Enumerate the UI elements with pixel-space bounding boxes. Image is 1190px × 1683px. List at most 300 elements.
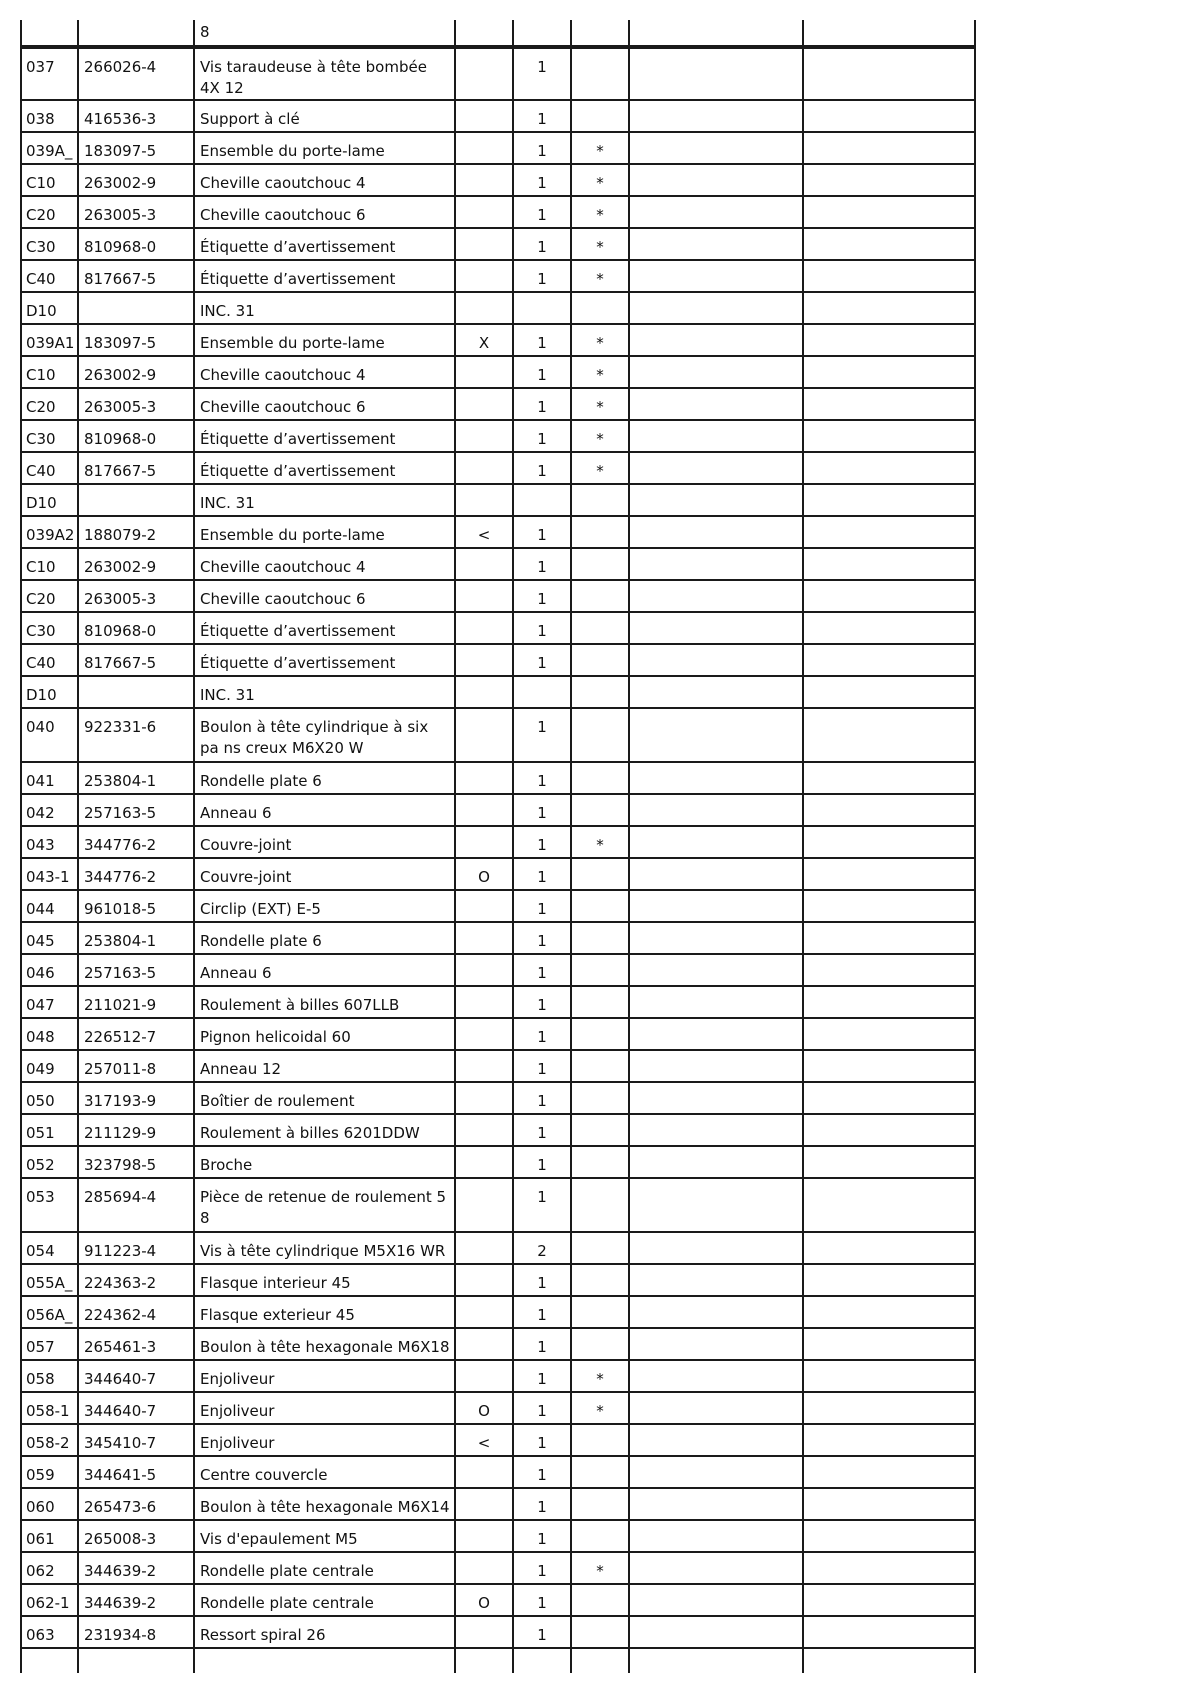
cell-flag: [572, 613, 630, 643]
cell-quantity: 1: [514, 1553, 572, 1583]
cell-extra-2: [804, 357, 976, 387]
cell-extra-1: [630, 325, 804, 355]
table-row: [20, 709, 976, 763]
cell-quantity: 1: [514, 517, 572, 547]
cell-item-no: 051: [20, 1115, 79, 1145]
cell-part-no: 344640-7: [79, 1393, 195, 1423]
cell-note: [456, 293, 514, 323]
cell-description: Rondelle plate centrale: [195, 1585, 456, 1615]
cell-extra-2: [804, 677, 976, 707]
cell-item-no: C10: [20, 165, 79, 195]
cell-description: Étiquette d’avertissement: [195, 645, 456, 675]
cell-extra-2: [804, 1361, 976, 1391]
cell-extra-2: [804, 197, 976, 227]
cell-item-no: D10: [20, 677, 79, 707]
cell-description: Étiquette d’avertissement: [195, 613, 456, 643]
table-row: [20, 1521, 976, 1553]
cell-item-no: 062-1: [20, 1585, 79, 1615]
cell-note: O: [456, 859, 514, 889]
cell-note: [456, 923, 514, 953]
cell-quantity: [514, 20, 572, 45]
cell-item-no: C20: [20, 389, 79, 419]
cell-flag: [572, 891, 630, 921]
cell-description: Rondelle plate 6: [195, 763, 456, 793]
table-row: [20, 923, 976, 955]
cell-quantity: 1: [514, 923, 572, 953]
cell-part-no: 810968-0: [79, 613, 195, 643]
cell-quantity: 1: [514, 987, 572, 1017]
cell-quantity: 1: [514, 763, 572, 793]
cell-item-no: 042: [20, 795, 79, 825]
cell-extra-1: [630, 1179, 804, 1231]
cell-note: [456, 261, 514, 291]
cell-note: [456, 1361, 514, 1391]
cell-part-no: 263005-3: [79, 197, 195, 227]
cell-part-no: 345410-7: [79, 1425, 195, 1455]
table-row: [20, 1115, 976, 1147]
cell-extra-1: [630, 20, 804, 45]
cell-extra-2: [804, 1233, 976, 1263]
cell-flag: *: [572, 357, 630, 387]
table-row: [20, 1329, 976, 1361]
cell-extra-1: [630, 795, 804, 825]
cell-item-no: 039A_: [20, 133, 79, 163]
cell-extra-2: [804, 763, 976, 793]
cell-extra-2: [804, 795, 976, 825]
cell-note: [456, 1297, 514, 1327]
cell-extra-2: [804, 1115, 976, 1145]
table-row: [20, 165, 976, 197]
table-row: [20, 1489, 976, 1521]
continuation-row: [20, 20, 976, 47]
cell-extra-2: [804, 453, 976, 483]
table-row: [20, 891, 976, 923]
cell-flag: [572, 101, 630, 131]
cell-note: [456, 763, 514, 793]
cell-part-no: 265461-3: [79, 1329, 195, 1359]
cell-extra-1: [630, 709, 804, 761]
cell-part-no: 911223-4: [79, 1233, 195, 1263]
table-row: [20, 485, 976, 517]
cell-extra-1: [630, 613, 804, 643]
cell-extra-2: [804, 581, 976, 611]
cell-item-no: [20, 20, 79, 45]
cell-item-no: 040: [20, 709, 79, 761]
cell-description: Couvre-joint: [195, 859, 456, 889]
cell-part-no: 344639-2: [79, 1585, 195, 1615]
cell-part-no: 263005-3: [79, 389, 195, 419]
cell-item-no: C10: [20, 549, 79, 579]
cell-extra-2: [804, 1649, 976, 1673]
cell-quantity: 1: [514, 1147, 572, 1177]
cell-description: INC. 31: [195, 485, 456, 515]
cell-part-no: [79, 677, 195, 707]
table-row: [20, 389, 976, 421]
cell-flag: *: [572, 389, 630, 419]
cell-quantity: 1: [514, 1329, 572, 1359]
cell-description: Pièce de retenue de roulement 5 8: [195, 1179, 456, 1231]
cell-flag: [572, 1585, 630, 1615]
cell-extra-1: [630, 1649, 804, 1673]
cell-description: Flasque interieur 45: [195, 1265, 456, 1295]
cell-flag: [572, 1521, 630, 1551]
cell-quantity: 1: [514, 891, 572, 921]
cell-extra-1: [630, 645, 804, 675]
cell-part-no: 263002-9: [79, 357, 195, 387]
cell-part-no: 263005-3: [79, 581, 195, 611]
cell-part-no: 344640-7: [79, 1361, 195, 1391]
cell-quantity: 1: [514, 325, 572, 355]
cell-quantity: 1: [514, 1457, 572, 1487]
cell-description: Boulon à tête cylindrique à six pa ns creux M6X20 W: [195, 709, 456, 761]
cell-part-no: 263002-9: [79, 165, 195, 195]
cell-flag: *: [572, 827, 630, 857]
cell-extra-2: [804, 827, 976, 857]
cell-note: [456, 549, 514, 579]
cell-description: Vis d'epaulement M5: [195, 1521, 456, 1551]
table-row: [20, 421, 976, 453]
cell-note: [456, 795, 514, 825]
cell-extra-1: [630, 859, 804, 889]
cell-quantity: [514, 485, 572, 515]
cell-part-no: [79, 20, 195, 45]
cell-extra-1: [630, 923, 804, 953]
cell-extra-1: [630, 1617, 804, 1647]
cell-flag: [572, 1265, 630, 1295]
cell-item-no: 058: [20, 1361, 79, 1391]
cell-flag: [572, 1233, 630, 1263]
cell-extra-1: [630, 197, 804, 227]
cell-quantity: 1: [514, 1425, 572, 1455]
cell-part-no: 224362-4: [79, 1297, 195, 1327]
cell-note: [456, 1083, 514, 1113]
table-row: [20, 677, 976, 709]
cell-extra-1: [630, 1457, 804, 1487]
cell-flag: [572, 1019, 630, 1049]
cell-note: [456, 453, 514, 483]
cell-quantity: 1: [514, 859, 572, 889]
cell-flag: [572, 1115, 630, 1145]
cell-description: Enjoliveur: [195, 1425, 456, 1455]
cell-flag: *: [572, 1393, 630, 1423]
cell-flag: [572, 49, 630, 99]
cell-flag: [572, 987, 630, 1017]
cell-extra-1: [630, 165, 804, 195]
cell-quantity: 1: [514, 1115, 572, 1145]
cell-description: Étiquette d’avertissement: [195, 421, 456, 451]
cell-note: <: [456, 517, 514, 547]
cell-quantity: 1: [514, 955, 572, 985]
cell-quantity: [514, 293, 572, 323]
cell-item-no: D10: [20, 293, 79, 323]
cell-note: [456, 955, 514, 985]
cell-description: Cheville caoutchouc 6: [195, 197, 456, 227]
cell-quantity: 1: [514, 795, 572, 825]
cell-quantity: 1: [514, 101, 572, 131]
cell-item-no: 052: [20, 1147, 79, 1177]
cell-extra-1: [630, 1297, 804, 1327]
cell-part-no: 817667-5: [79, 453, 195, 483]
cell-description: Cheville caoutchouc 4: [195, 165, 456, 195]
cell-item-no: 047: [20, 987, 79, 1017]
cell-flag: [572, 795, 630, 825]
cell-flag: [572, 763, 630, 793]
cell-part-no: [79, 1649, 195, 1673]
cell-note: X: [456, 325, 514, 355]
cell-description: Cheville caoutchouc 6: [195, 389, 456, 419]
cell-note: [456, 229, 514, 259]
cell-note: [456, 1617, 514, 1647]
cell-flag: *: [572, 421, 630, 451]
cell-quantity: 1: [514, 613, 572, 643]
cell-extra-1: [630, 581, 804, 611]
cell-extra-1: [630, 453, 804, 483]
cell-quantity: 1: [514, 645, 572, 675]
cell-part-no: 285694-4: [79, 1179, 195, 1231]
cell-item-no: C20: [20, 197, 79, 227]
cell-flag: [572, 1083, 630, 1113]
cell-flag: *: [572, 165, 630, 195]
cell-note: [456, 165, 514, 195]
cell-extra-1: [630, 1265, 804, 1295]
table-row: [20, 955, 976, 987]
cell-item-no: 049: [20, 1051, 79, 1081]
cell-extra-1: [630, 485, 804, 515]
table-row: [20, 795, 976, 827]
cell-flag: [572, 859, 630, 889]
table-row: [20, 517, 976, 549]
cell-item-no: 056A_: [20, 1297, 79, 1327]
cell-flag: [572, 955, 630, 985]
cell-extra-1: [630, 1553, 804, 1583]
cell-note: [456, 133, 514, 163]
cell-description: Ensemble du porte-lame: [195, 325, 456, 355]
cell-extra-1: [630, 1115, 804, 1145]
cell-extra-2: [804, 1019, 976, 1049]
cell-note: [456, 1019, 514, 1049]
cell-flag: [572, 581, 630, 611]
cell-description: Enjoliveur: [195, 1361, 456, 1391]
cell-note: [456, 581, 514, 611]
cell-item-no: 053: [20, 1179, 79, 1231]
cell-part-no: 266026-4: [79, 49, 195, 99]
cell-flag: *: [572, 1361, 630, 1391]
cell-extra-2: [804, 20, 976, 45]
cell-extra-1: [630, 1585, 804, 1615]
table-row: [20, 1457, 976, 1489]
cell-extra-2: [804, 389, 976, 419]
cell-quantity: 1: [514, 1585, 572, 1615]
cell-note: [456, 485, 514, 515]
cell-item-no: 054: [20, 1233, 79, 1263]
cell-description: Anneau 6: [195, 955, 456, 985]
cell-description: Couvre-joint: [195, 827, 456, 857]
cell-item-no: 039A2: [20, 517, 79, 547]
cell-quantity: 1: [514, 389, 572, 419]
cell-note: [456, 357, 514, 387]
cell-extra-1: [630, 293, 804, 323]
cell-part-no: 344776-2: [79, 859, 195, 889]
cell-quantity: 1: [514, 357, 572, 387]
cell-flag: [572, 485, 630, 515]
cell-extra-1: [630, 421, 804, 451]
cell-item-no: C30: [20, 613, 79, 643]
cell-part-no: 183097-5: [79, 133, 195, 163]
cell-part-no: 817667-5: [79, 645, 195, 675]
cell-description: Flasque exterieur 45: [195, 1297, 456, 1327]
cell-extra-1: [630, 1051, 804, 1081]
cell-description: 8: [195, 20, 456, 45]
cell-part-no: 188079-2: [79, 517, 195, 547]
cell-note: [456, 1457, 514, 1487]
cell-note: [456, 827, 514, 857]
cell-extra-2: [804, 133, 976, 163]
cell-note: [456, 1489, 514, 1519]
cell-note: [456, 1329, 514, 1359]
cell-note: [456, 891, 514, 921]
cell-extra-1: [630, 827, 804, 857]
cell-note: [456, 1051, 514, 1081]
cell-part-no: 265473-6: [79, 1489, 195, 1519]
cell-note: [456, 1649, 514, 1673]
cell-extra-1: [630, 987, 804, 1017]
cell-description: Anneau 6: [195, 795, 456, 825]
cell-item-no: 060: [20, 1489, 79, 1519]
cell-item-no: 058-1: [20, 1393, 79, 1423]
cell-flag: *: [572, 453, 630, 483]
table-row: [20, 261, 976, 293]
cell-item-no: 043: [20, 827, 79, 857]
cell-flag: [572, 517, 630, 547]
cell-quantity: [514, 1649, 572, 1673]
cell-item-no: 043-1: [20, 859, 79, 889]
cell-flag: [572, 1179, 630, 1231]
cell-extra-2: [804, 1553, 976, 1583]
cell-extra-1: [630, 1489, 804, 1519]
table-row: [20, 197, 976, 229]
cell-extra-1: [630, 1521, 804, 1551]
cell-extra-1: [630, 1147, 804, 1177]
table-row: [20, 987, 976, 1019]
cell-quantity: 1: [514, 197, 572, 227]
cell-extra-2: [804, 293, 976, 323]
cell-part-no: 323798-5: [79, 1147, 195, 1177]
cell-note: [456, 20, 514, 45]
cell-extra-2: [804, 613, 976, 643]
table-row: [20, 453, 976, 485]
cell-description: Cheville caoutchouc 4: [195, 549, 456, 579]
cell-extra-2: [804, 485, 976, 515]
cell-description: Ressort spiral 26: [195, 1617, 456, 1647]
cell-quantity: 1: [514, 827, 572, 857]
cell-note: [456, 389, 514, 419]
cell-quantity: 1: [514, 1297, 572, 1327]
cell-flag: [572, 709, 630, 761]
cell-quantity: 1: [514, 709, 572, 761]
cell-part-no: 344639-2: [79, 1553, 195, 1583]
table-row: [20, 47, 976, 101]
cell-note: [456, 1553, 514, 1583]
cell-extra-2: [804, 1393, 976, 1423]
cell-part-no: 344641-5: [79, 1457, 195, 1487]
cell-note: [456, 613, 514, 643]
cell-flag: [572, 923, 630, 953]
cell-flag: [572, 1489, 630, 1519]
cell-note: [456, 1179, 514, 1231]
cell-quantity: 1: [514, 1361, 572, 1391]
cell-extra-1: [630, 891, 804, 921]
cell-extra-2: [804, 165, 976, 195]
cell-description: Pignon helicoidal 60: [195, 1019, 456, 1049]
cell-extra-1: [630, 1019, 804, 1049]
cell-part-no: [79, 485, 195, 515]
cell-quantity: 1: [514, 1617, 572, 1647]
cell-item-no: 038: [20, 101, 79, 131]
cell-description: Ensemble du porte-lame: [195, 517, 456, 547]
cell-description: Vis taraudeuse à tête bombée 4X 12: [195, 49, 456, 99]
cell-description: INC. 31: [195, 677, 456, 707]
cell-quantity: 1: [514, 165, 572, 195]
cell-item-no: 044: [20, 891, 79, 921]
cell-note: <: [456, 1425, 514, 1455]
cell-flag: *: [572, 261, 630, 291]
cell-description: Étiquette d’avertissement: [195, 261, 456, 291]
cell-extra-1: [630, 357, 804, 387]
cell-item-no: C40: [20, 645, 79, 675]
cell-part-no: 257163-5: [79, 795, 195, 825]
cell-flag: [572, 645, 630, 675]
cell-part-no: 265008-3: [79, 1521, 195, 1551]
cell-item-no: D10: [20, 485, 79, 515]
cell-extra-1: [630, 261, 804, 291]
cell-extra-1: [630, 955, 804, 985]
cell-part-no: 961018-5: [79, 891, 195, 921]
cell-flag: [572, 677, 630, 707]
cell-item-no: C30: [20, 421, 79, 451]
cell-extra-2: [804, 1147, 976, 1177]
cell-description: Roulement à billes 607LLB: [195, 987, 456, 1017]
cell-extra-2: [804, 1051, 976, 1081]
cell-extra-1: [630, 1083, 804, 1113]
cell-extra-1: [630, 389, 804, 419]
cell-item-no: 055A_: [20, 1265, 79, 1295]
cell-item-no: C40: [20, 261, 79, 291]
table-row: [20, 1051, 976, 1083]
cell-flag: *: [572, 229, 630, 259]
table-row: [20, 325, 976, 357]
cell-flag: [572, 1051, 630, 1081]
cell-quantity: 1: [514, 133, 572, 163]
cell-item-no: C20: [20, 581, 79, 611]
cell-quantity: 1: [514, 421, 572, 451]
cell-description: Rondelle plate centrale: [195, 1553, 456, 1583]
table-row: [20, 859, 976, 891]
cell-extra-2: [804, 517, 976, 547]
cell-quantity: 1: [514, 49, 572, 99]
cell-extra-2: [804, 229, 976, 259]
cell-flag: [572, 549, 630, 579]
cell-description: Circlip (EXT) E-5: [195, 891, 456, 921]
cell-note: O: [456, 1585, 514, 1615]
cell-note: [456, 421, 514, 451]
cell-extra-2: [804, 549, 976, 579]
cell-note: [456, 101, 514, 131]
cell-description: Cheville caoutchouc 4: [195, 357, 456, 387]
cell-part-no: 231934-8: [79, 1617, 195, 1647]
cell-extra-2: [804, 923, 976, 953]
cell-note: [456, 49, 514, 99]
cell-extra-2: [804, 1521, 976, 1551]
